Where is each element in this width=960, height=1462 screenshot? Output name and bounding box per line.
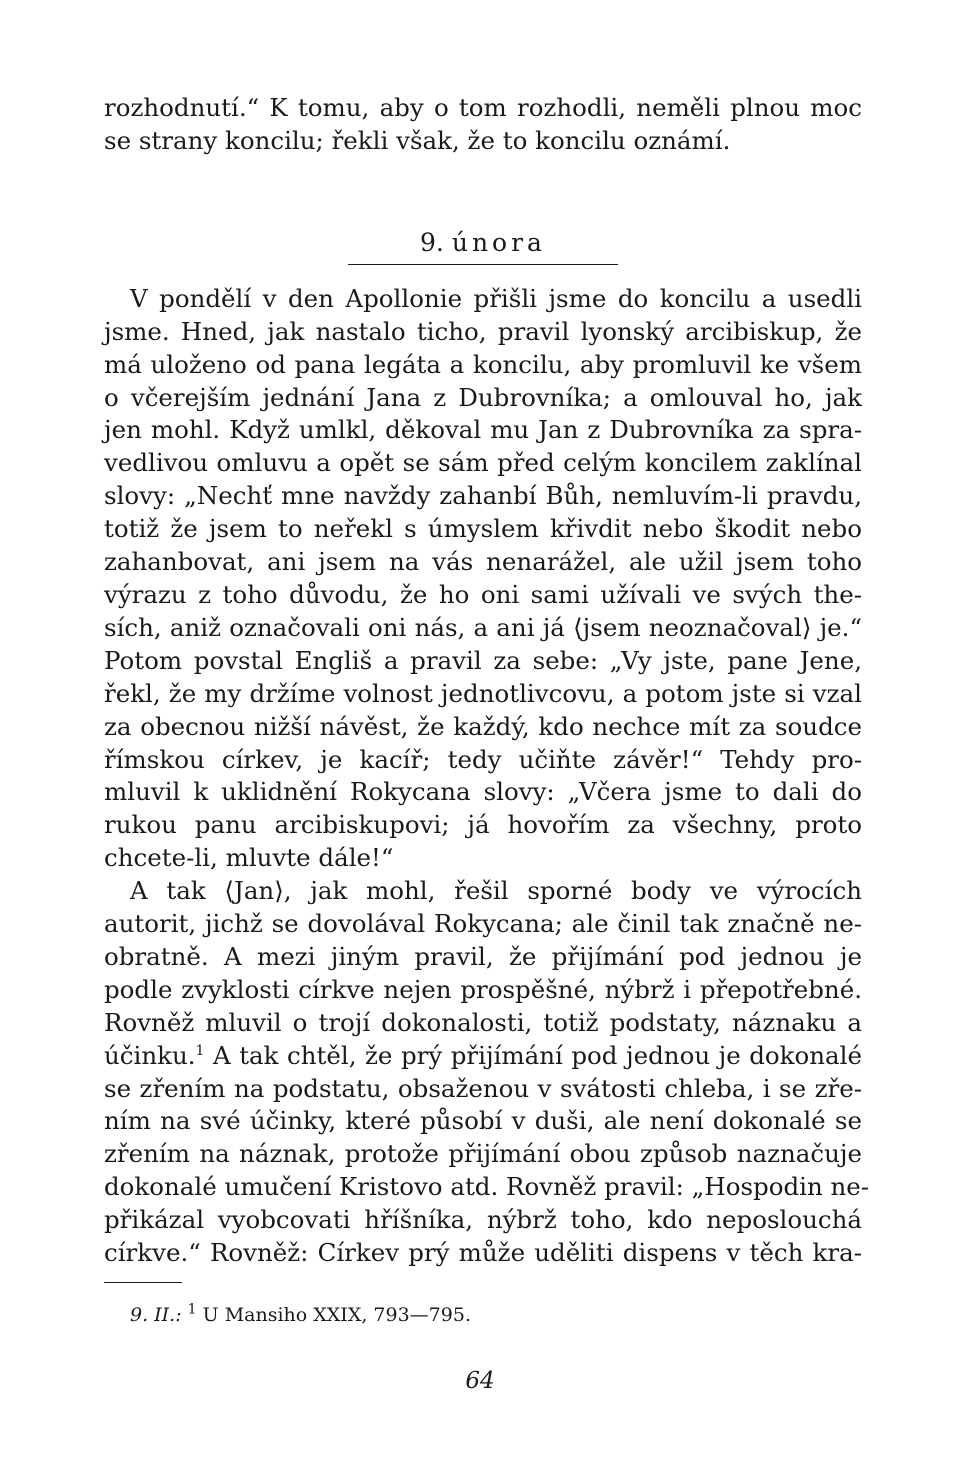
heading-rule [348, 264, 618, 265]
text-fragment: účinku. [104, 1040, 196, 1070]
text-fragment: A tak chtěl, že prý přijímání pod jednou je dokonalé [212, 1040, 862, 1070]
text-line: podle zvyklosti církve nejen prospěšné, nýbrž i přepotřebné. [104, 974, 862, 1004]
text-line: jen mohl. Když umlkl, děkoval mu Jan z Dubrovníka za spra- [104, 415, 862, 445]
footnote-marker: 1 [187, 1301, 197, 1318]
page-number: 64 [465, 1368, 495, 1394]
footnote-text: U Mansiho XXIX, 793—795. [202, 1304, 471, 1326]
footnote-ref: 9. II.: [130, 1304, 182, 1326]
text-line: zřením na náznak, protože přijímání obou způsob naznačuje [104, 1139, 862, 1169]
text-line: Potom povstal Engliš a pravil za sebe: „Vy jste, pane Jene, [104, 645, 862, 675]
section-heading [104, 228, 862, 258]
footnote-marker: 1 [195, 1042, 205, 1059]
text-line: přikázal vyobcovati hříšníka, nýbrž toho, kdo neposlouchá [104, 1205, 862, 1235]
text-line: rukou panu arcibiskupovi; já hovořím za všechny, proto [104, 810, 862, 840]
text-line: církve.“ Rovněž: Církev prý může uděliti dispens v těch kra- [104, 1238, 862, 1268]
text-line: vedlivou omluvu a opět se sám před celým koncilem zaklínal [104, 448, 862, 478]
footnote-rule [104, 1282, 182, 1283]
text-line: ním na své účinky, které působí v duši, ale není dokonalé se [104, 1106, 862, 1136]
page-body [104, 92, 870, 1327]
text-line: mluvil k uklidnění Rokycana slovy: „Včera jsme to dali do [104, 777, 862, 807]
text-line: se strany koncilu; řekli však, že to koncilu oznámí. [104, 125, 731, 155]
intro-text [104, 92, 862, 158]
text-line: má uloženo od pana legáta a koncilu, aby promluvil ke všem [104, 349, 862, 379]
text-line: slovy: „Nechť mne navždy zahanbí Bůh, nemluvím-li pravdu, [104, 481, 862, 511]
text-line: autorit, jichž se dovolával Rokycana; ale činil tak značně ne- [104, 909, 862, 939]
paragraph-1 [104, 283, 862, 875]
section-heading-text: února [451, 227, 546, 257]
text-line: A tak ⟨Jan⟩, jak mohl, řešil sporné body ve výrocích [130, 876, 862, 906]
text-line: jsme. Hned, jak nastalo ticho, pravil lyonský arcibiskup, že [104, 316, 862, 346]
text-line: zahanbovat, ani jsem na vás nenarážel, ale užil jsem toho [104, 547, 862, 577]
text-line: se zřením na podstatu, obsaženou v svátosti chleba, i se zře- [104, 1073, 862, 1103]
text-line: římskou církev, je kacíř; tedy učiňte závěr!“ Tehdy pro- [104, 744, 862, 774]
section-heading-number: 9. [420, 227, 444, 257]
text-line-with-footnote [104, 1040, 862, 1073]
text-line: obratně. A mezi jiným pravil, že přijímání pod jednou je [104, 941, 862, 971]
text-line: sích, aniž označovali oni nás, a ani já ⟨jsem neoznačoval⟩ je.“ [104, 612, 862, 642]
footnote [104, 1303, 862, 1327]
text-line: řekl, že my držíme volnost jednotlivcovu, a potom jste si vzal [104, 678, 862, 708]
text-line: totiž že jsem to neřekl s úmyslem křivdit nebo škodit nebo [104, 514, 862, 544]
text-line: chcete-li, mluvte dále!“ [104, 843, 394, 873]
text-line: o včerejším jednání Jana z Dubrovníka; a omlouval ho, jak [104, 382, 862, 412]
text-line: V pondělí v den Apollonie přišli jsme do koncilu a usedli [130, 283, 862, 313]
text-line: za obecnou nižší návěst, že každý, kdo nechce mít za soudce [104, 711, 862, 741]
paragraph-2 [104, 875, 870, 1270]
text-line: dokonalé umučení Kristovo atd. Rovněž pravil: „Hospodin ne- [104, 1172, 870, 1202]
text-line: výrazu z toho důvodu, že ho oni sami užívali ve svých the- [104, 579, 862, 609]
text-line: Rovněž mluvil o trojí dokonalosti, totiž podstaty, náznaku a [104, 1007, 862, 1037]
text-line: rozhodnutí.“ K tomu, aby o tom rozhodli, neměli plnou moc [104, 93, 862, 122]
